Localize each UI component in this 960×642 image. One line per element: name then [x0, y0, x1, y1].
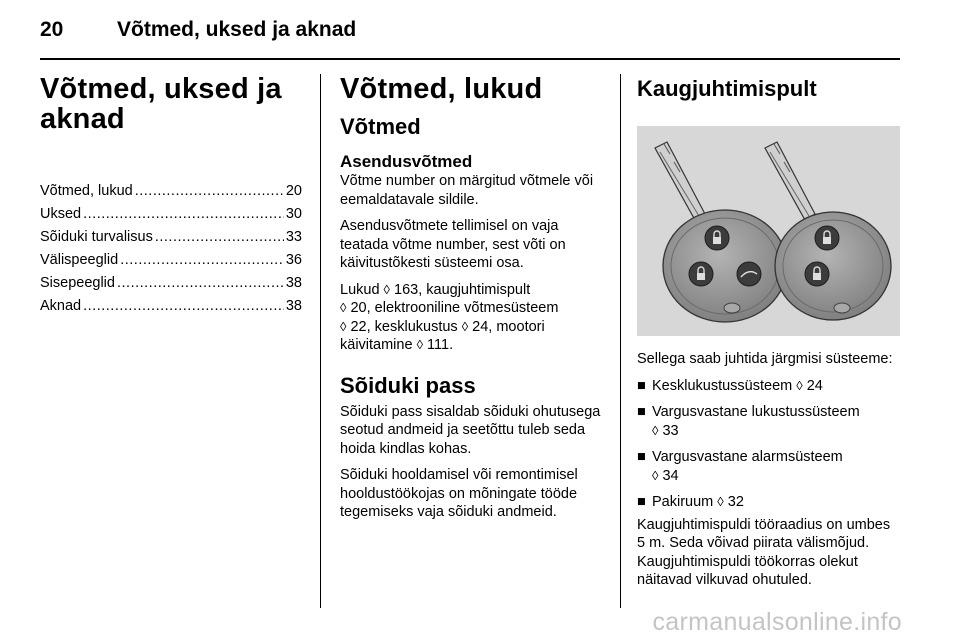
cross-references [340, 281, 603, 355]
vehicle-pass-title: Sõiduki pass [340, 372, 476, 398]
spare-keys-para2: Asendusvõtmete tellimisel on vaja teatada võtme number, sest võti on käivitustõkesti süsteemi osa. [340, 218, 566, 271]
list-item [637, 377, 901, 396]
toc-page: 20 [285, 183, 302, 199]
key-left [655, 142, 787, 322]
remote-title: Kaugjuhtimispult [637, 76, 817, 101]
arrow-icon: ◊ [340, 318, 347, 334]
remote-column [637, 74, 901, 590]
toc-entry[interactable] [40, 180, 302, 203]
bullet-square-icon: ■ [637, 449, 646, 465]
arrow-icon: ◊ [383, 281, 390, 297]
toc-label: Sõiduki turvalisus [40, 229, 153, 245]
header-rule [40, 58, 900, 60]
arrow-icon: ◊ [796, 377, 803, 393]
watermark: carmanualsonline.info [652, 608, 902, 636]
toc-leader [120, 249, 284, 272]
vehicle-pass-para1: Sõiduki pass sisaldab sõiduki ohutusega seotud andmeid ja seetõttu tuleb seda hoida kindlas kohas. [340, 403, 601, 457]
bullet-square-icon: ■ [637, 404, 646, 420]
toc-leader [117, 272, 284, 295]
toc-label: Sisepeeglid [40, 275, 115, 291]
ref-link[interactable]: 32 [727, 494, 744, 510]
list-item-text: Pakiruum [652, 494, 714, 510]
toc-label: Uksed [40, 206, 82, 222]
list-item [637, 493, 901, 512]
chapter-title-line2: aknad [40, 103, 125, 135]
column-divider-2 [620, 74, 621, 608]
list-item-text: Vargusvastane alarmsüsteem [652, 449, 843, 465]
ref-link[interactable]: 24, mootori käivitamine [340, 318, 545, 353]
list-item-text: Vargusvastane lukustussüsteem [652, 404, 860, 420]
toc-label: Välispeeglid [40, 252, 119, 268]
toc-page: 36 [285, 252, 302, 268]
section-title: Võtmed, lukud [340, 73, 543, 105]
toc-leader [83, 295, 284, 318]
remote-keys-figure [637, 126, 900, 336]
list-item-text: Kesklukustussüsteem [652, 377, 793, 394]
remote-systems-list [637, 377, 901, 512]
ref-link[interactable]: 20, elektrooniline võtmesüsteem [350, 300, 559, 316]
ref-link[interactable]: 163, kaugjuhtimispult [394, 281, 531, 298]
running-title: Võtmed, uksed ja aknad [117, 18, 357, 41]
toc-label: Võtmed, lukud [40, 183, 133, 199]
remote-intro: Sellega saab juhtida järgmisi süsteeme: [637, 351, 893, 367]
subsection-title: Võtmed [340, 114, 421, 139]
page-header [40, 14, 900, 54]
table-of-contents [40, 180, 302, 318]
ref-link[interactable]: 111. [427, 337, 454, 353]
chapter-title [40, 74, 302, 134]
arrow-icon: ◊ [340, 300, 347, 315]
ref-link[interactable]: 33 [662, 422, 679, 439]
chapter-title-line1: Võtmed, uksed ja [40, 73, 282, 105]
key-right [765, 142, 891, 320]
toc-entry[interactable] [40, 203, 302, 226]
keys-column [340, 74, 603, 522]
toc-entry[interactable] [40, 249, 302, 272]
toc-page: 38 [285, 298, 302, 314]
spare-keys-para1: Võtme number on märgitud võtmele või eemaldatavale sildile. [340, 173, 594, 208]
arrow-icon: ◊ [652, 422, 659, 438]
toc-entry[interactable] [40, 295, 302, 318]
list-item [637, 403, 901, 440]
bullet-square-icon: ■ [637, 494, 646, 510]
page-number: 20 [40, 18, 64, 41]
toc-leader [155, 226, 284, 249]
toc-page: 30 [285, 206, 302, 222]
toc-entry[interactable] [40, 272, 302, 295]
remote-closing: Kaugjuhtimispuldi tööraadius on umbes 5 m. Seda võivad piirata välismõjud. Kaugjuhtimispuldi töökorras olekut näitavad vilkuvad ohutuled. [637, 516, 891, 588]
list-item [637, 448, 901, 485]
column-divider-1 [320, 74, 321, 608]
toc-page: 33 [285, 229, 302, 245]
trunk-button-icon [737, 262, 761, 286]
ref-link[interactable]: 24 [806, 377, 823, 394]
arrow-icon: ◊ [652, 467, 659, 483]
toc-entry[interactable] [40, 226, 302, 249]
toc-page: 38 [285, 275, 302, 291]
spare-keys-heading: Asendusvõtmed [340, 152, 473, 171]
ref-link[interactable]: 34 [662, 467, 679, 484]
toc-leader [83, 203, 284, 226]
toc-label: Aknad [40, 298, 82, 314]
ref-text: Lukud [340, 281, 380, 298]
remote-keys-illustration [637, 126, 900, 336]
chapter-column [40, 74, 302, 318]
arrow-icon: ◊ [461, 318, 469, 334]
arrow-icon: ◊ [717, 494, 724, 509]
ref-link[interactable]: 22, kesklukustus [350, 318, 458, 335]
bullet-square-icon: ■ [637, 377, 646, 394]
arrow-icon: ◊ [416, 337, 423, 352]
vehicle-pass-para2: Sõiduki hooldamisel või remontimisel hooldustöökojas on mõningate tööde tegemiseks vaja sõiduki andmeid. [340, 467, 578, 520]
toc-leader [135, 180, 284, 203]
